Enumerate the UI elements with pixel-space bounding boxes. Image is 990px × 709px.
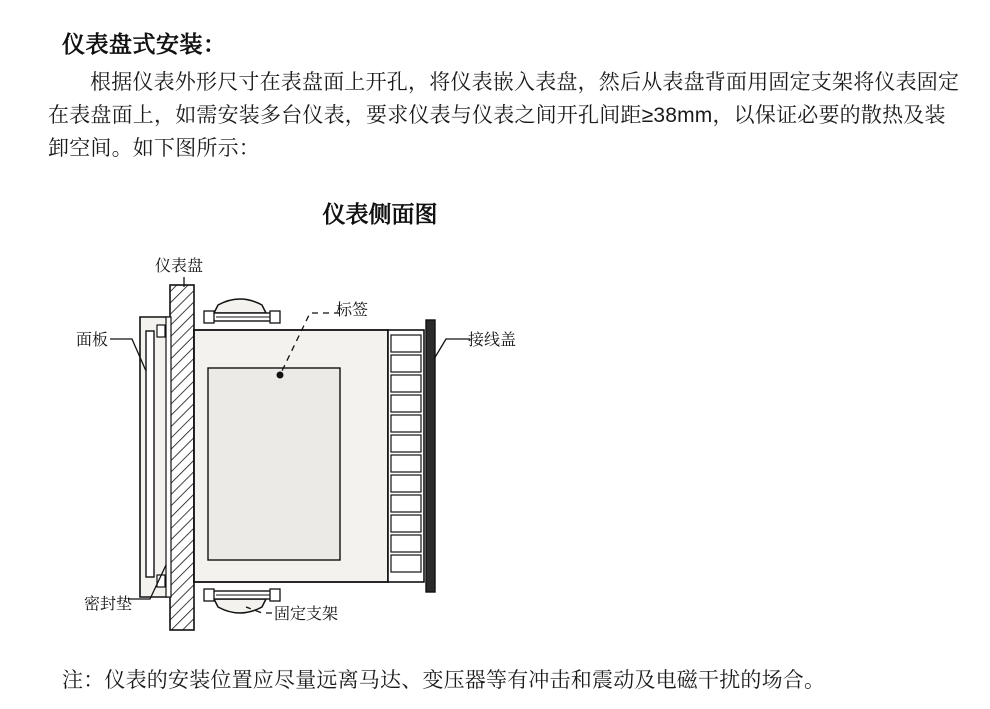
- footer-note: 注：仪表的安装位置应尽量远离马达、变压器等有冲击和震动及电磁干扰的场合。: [62, 669, 826, 692]
- gasket-shape: [166, 317, 171, 597]
- instrument-body-shape: [194, 330, 388, 582]
- wiring-cover-shape: [426, 320, 435, 592]
- front-panel-shape: [140, 317, 168, 597]
- label-wiring-cover: 接线盖: [468, 332, 517, 349]
- fixing-bracket-top-shape: [204, 299, 280, 323]
- label-label-tag: 标签: [336, 302, 369, 319]
- fixing-bracket-bottom-shape: [204, 589, 280, 613]
- label-fixing-bracket: 固定支架: [274, 606, 339, 623]
- label-panel-board: 仪表盘: [155, 258, 204, 275]
- body-paragraph: 根据仪表外形尺寸在表盘面上开孔，将仪表嵌入表盘，然后从表盘背面用固定支架将仪表固定在表盘面上，如需安装多台仪表，要求仪表与仪表之间开孔间距≥38mm，以保证必要的散热及装卸空间。如下图所示：: [48, 71, 960, 160]
- label-gasket: 密封垫: [84, 596, 133, 613]
- instrument-side-view-diagram: [0, 235, 990, 655]
- label-front-panel: 面板: [76, 332, 109, 349]
- figure-title: 仪表侧面图: [322, 201, 438, 228]
- page-title: 仪表盘式安装：: [62, 31, 227, 57]
- panel-board-shape: [170, 285, 194, 630]
- terminal-block-shape: [388, 330, 424, 582]
